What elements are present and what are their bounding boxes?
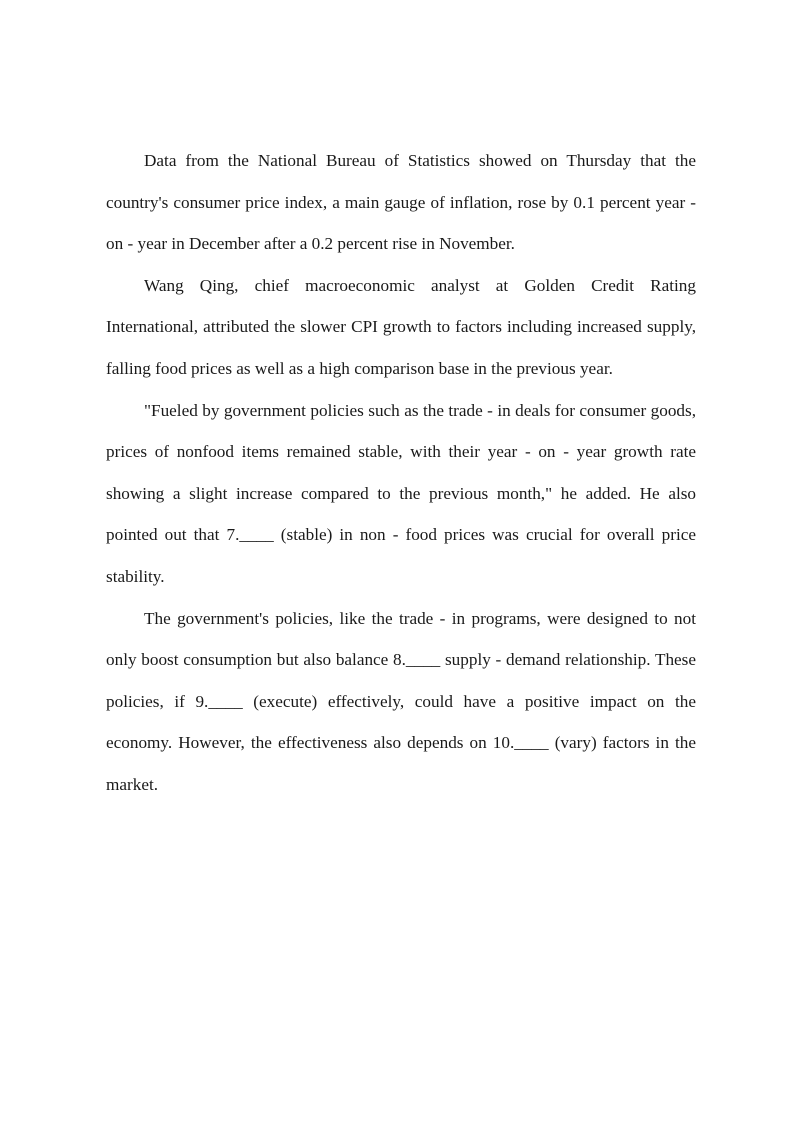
document-body <box>106 140 696 806</box>
paragraph-3: "Fueled by government policies such as the trade - in deals for consumer goods, prices of nonfood items remained stable, with their year - on - year growth rate showing a slight increase compared to the previous month," he added. He also pointed out that 7.____ (stable) in non - food prices was crucial for overall price stability. <box>106 400 696 586</box>
paragraph-1: Data from the National Bureau of Statistics showed on Thursday that the country's consumer price index, a main gauge of inflation, rose by 0.1 percent year - on - year in December after a 0.2 percent rise in November. <box>106 151 696 254</box>
paragraph-2: Wang Qing, chief macroeconomic analyst at Golden Credit Rating International, attributed the slower CPI growth to factors including increased supply, falling food prices as well as a high comparison base in the previous year. <box>106 275 696 378</box>
paragraph-4: The government's policies, like the trade - in programs, were designed to not only boost consumption but also balance 8.____ supply - demand relationship. These policies, if 9.____ (execute) effectively, could have a positive impact on the economy. However, the effectiveness also depends on 10.____ (vary) factors in the market. <box>106 608 696 794</box>
